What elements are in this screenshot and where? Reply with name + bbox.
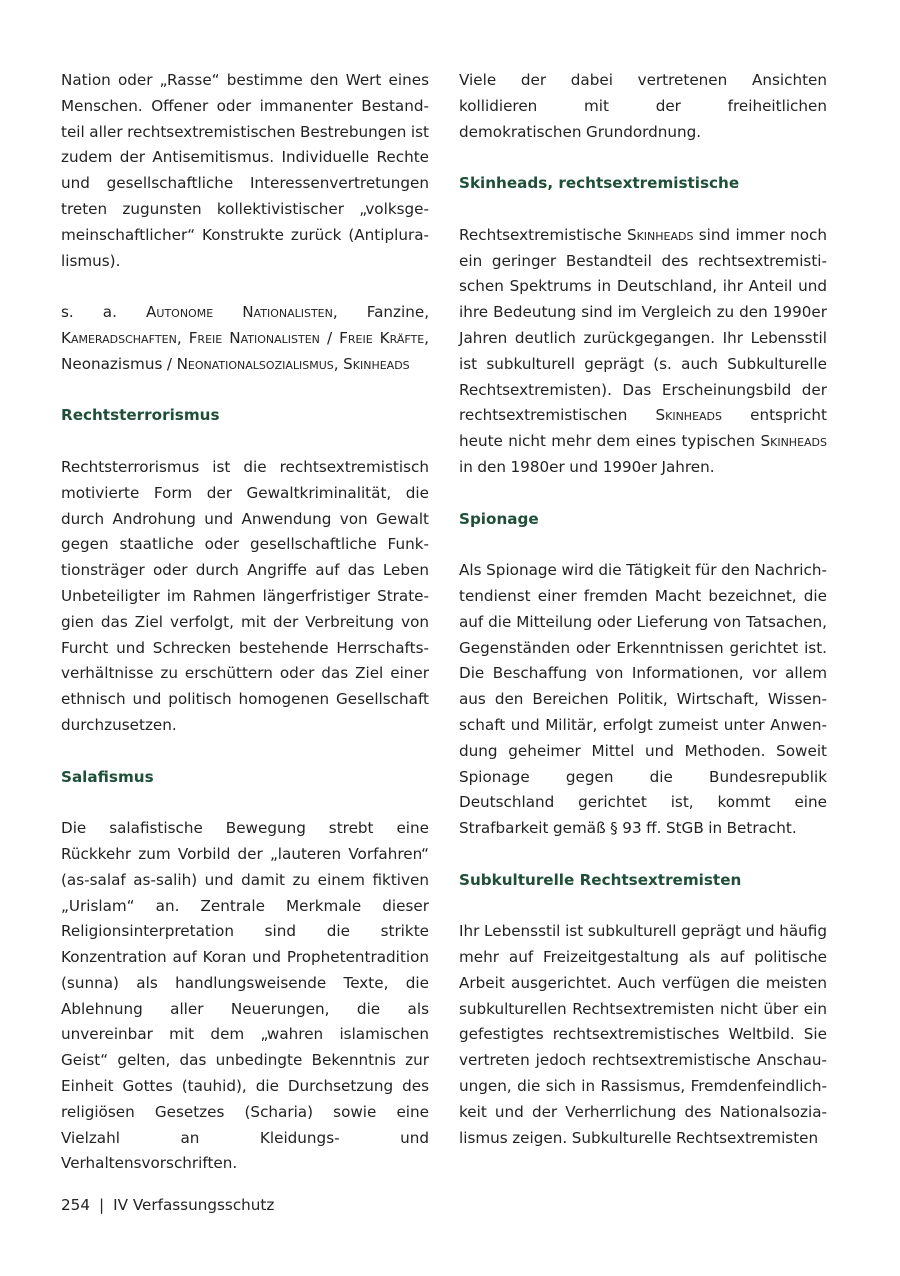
ref-autonome-nationalisten: Autonome Nationalisten [146, 303, 333, 322]
skinheads-text-2: sind immer noch ein geringer Bestandteil des rechtsextremistischen Spektrums in Deutschland, ihr Anteil und ihre Bedeutung sind im Vergleich zu den 1990er Jahren deutlich zurückgegangen. Ihr Lebensstil ist subkulturell geprägt (s. auch Subkulturelle Rechtsextremisten). Das Erscheinungsbild der rechtsextremistischen [459, 225, 828, 425]
skinheads-text-4: in den 1980er und 1990er Jahren. [459, 457, 715, 476]
ref-neonationalsozialismus: Neonationalsozialismus [176, 354, 334, 373]
heading-rechtsterrorismus: Rechtsterrorismus [61, 406, 220, 425]
skinheads-text-3: entspricht heute nicht mehr dem eines typischen [459, 406, 827, 451]
skinheads-term-1: Skinheads [626, 225, 694, 244]
paragraph-salafismus: Die salafistische Bewegung strebt eine Rückkehr zum Vorbild der „lauteren Vorfahren“ (as-salaf as-salih) und damit zu einem fiktiven „Urislam“ an. Zentrale Merkmale dieser Religionsinterpretation sind die strikte Konzentration auf Koran und Prophetentradition (sunna) als handlungsweisende Texte, die Ablehnung aller Neuerungen, die als unvereinbar mit dem „wahren islamischen Geist“ gelten, das unbedingte Bekenntnis zur Einheit Gottes (tauhid), die Durchsetzung des religiösen Gesetzes (Scharia) sowie eine Vielzahl an Kleidungs- und Verhaltensvorschriften. [61, 819, 429, 1173]
heading-subkulturelle-rechtsextremisten: Subkulturelle Rechtsextremisten [459, 870, 742, 889]
page-number: 254 [61, 1196, 90, 1214]
section-title: IV Verfassungsschutz [113, 1196, 275, 1214]
ref-neonazismus: Neonazismus [61, 354, 163, 373]
heading-spionage: Spionage [459, 509, 539, 528]
ref-fanzine: Fanzine [366, 303, 425, 322]
paragraph-skinheads [459, 223, 827, 481]
ref-skinheads: Skinheads [343, 354, 410, 373]
skinheads-term-3: Skinheads [760, 432, 828, 451]
paragraph-spionage: Als Spionage wird die Tätigkeit für den Nachrichtendienst einer fremden Macht bezeichnet, die auf die Mitteilung oder Lieferung von Tatsachen, Gegenständen oder Erkenntnissen gerichtet ist. Die Beschaffung von Informationen, vor allem aus den Bereichen Politik, Wirtschaft, Wissenschaft und Militär, erfolgt zumeist unter Anwendung geheimer Mittel und Methoden. Soweit Spionage gegen die Bundesrepublik Deutschland gerichtet ist, kommt eine Strafbarkeit gemäß § 93 ff. StGB in Betracht. [459, 561, 827, 838]
skinheads-text-1: Rechtsextremistische [459, 225, 622, 244]
see-also-prefix: s. a. [61, 303, 117, 322]
skinheads-term-2: Skinheads [655, 406, 722, 425]
footer-separator: | [99, 1196, 105, 1214]
paragraph-rechtsterrorismus: Rechtsterrorismus ist die rechtsextremistisch motivierte Form der Gewaltkriminalität, die durch Androhung und Anwendung von Gewalt gegen staatliche oder gesellschaftliche Funktionsträger oder durch Angriffe auf das Leben Unbeteiligter im Rahmen längerfristiger Strategien das Ziel verfolgt, mit der Verbreitung von Furcht und Schrecken bestehende Herrschaftsverhältnisse zu erschüttern oder das Ziel einer ethnisch und politisch homogenen Gesellschaft durchzusetzen. [61, 457, 429, 734]
heading-salafismus: Salafismus [61, 767, 154, 786]
right-column [459, 68, 827, 1151]
left-column [61, 68, 429, 1177]
paragraph-grundordnung: Viele der dabei vertretenen Ansichten kollidieren mit der freiheitlichen demokratischen Grundordnung. [459, 71, 827, 141]
see-also-references: s. a. Autonome Nationalisten, Fanzine, Kameradschaften, Freie Nationalisten / Freie Kräfte, Neonazismus / Neonationalsozialismus, Skinheads [61, 303, 430, 373]
page-footer [61, 1193, 274, 1219]
heading-skinheads: Skinheads, rechtsextremistische [459, 174, 740, 193]
ref-freie-kraefte: Freie Kräfte [339, 328, 425, 347]
paragraph-subkulturelle-rechtsextremisten: Ihr Lebensstil ist subkulturell geprägt und häufig mehr auf Freizeitgestaltung als auf politische Arbeit ausgerichtet. Auch verfügen die meisten subkulturellen Rechtsextremisten nicht über ein gefestigtes rechtsextremistisches Weltbild. Sie vertreten jedoch rechtsextremistische Anschauungen, die sich in Rassismus, Fremdenfeindlichkeit und der Verherrlichung des Nationalsozialismus zeigen. Subkulturelle Rechtsextremisten [459, 922, 827, 1147]
ref-freie-nationalisten: Freie Nationalisten [188, 328, 320, 347]
paragraph-nation-rasse: Nation oder „Rasse“ bestimme den Wert eines Menschen. Offener oder immanenter Bestandteil aller rechtsextremistischen Bestrebungen ist zudem der Antisemitismus. Individuelle Rechte und gesellschaftliche Interessenvertretungen treten zugunsten kollektivistischer „volksgemeinschaftlicher“ Konstrukte zurück (Antipluralismus). [61, 71, 429, 270]
ref-kameradschaften: Kameradschaften [61, 328, 177, 347]
